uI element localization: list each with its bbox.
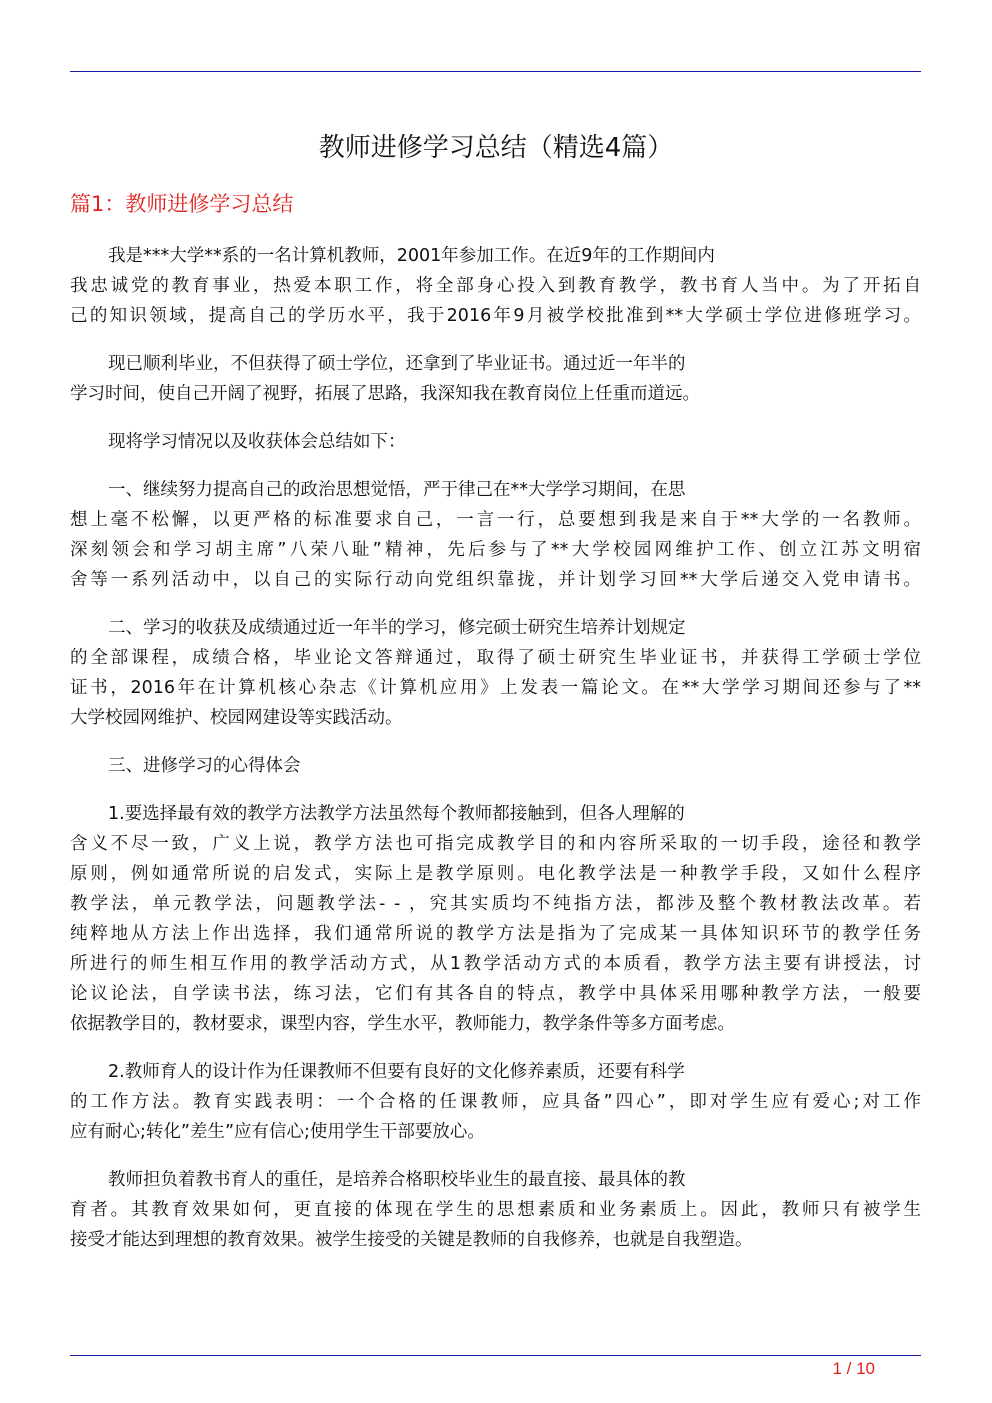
paragraph-line: 想上毫不松懈，以更严格的标准要求自己，一言一行，总要想到我是来自于**大学的一名教师。 bbox=[70, 510, 921, 530]
paragraph-line: 教学法，单元教学法，问题教学法- - ，究其实质均不纯指方法，都涉及整个教材教法改革。若 bbox=[70, 894, 921, 914]
paragraph-line: 所进行的师生相互作用的教学活动方式，从1教学活动方式的本质看，教学方法主要有讲授法，讨 bbox=[70, 954, 921, 974]
footer-rule bbox=[70, 1355, 921, 1356]
paragraph-line: 2.教师育人的设计作为任课教师不但要有良好的文化修养素质，还要有科学 bbox=[108, 1062, 685, 1082]
paragraph-line: 依据教学目的，教材要求，课型内容，学生水平，教师能力，教学条件等多方面考虑。 bbox=[70, 1014, 735, 1034]
paragraph bbox=[70, 1165, 921, 1255]
paragraph-line: 一、继续努力提高自己的政治思想觉悟，严于律己在**大学学习期间，在思 bbox=[108, 480, 686, 500]
paragraph-line: 三、进修学习的心得体会 bbox=[108, 756, 301, 776]
paragraph-line: 纯粹地从方法上作出选择，我们通常所说的教学方法是指为了完成某一具体知识环节的教学任务 bbox=[70, 924, 921, 944]
paragraph bbox=[70, 349, 921, 409]
paragraph-line: 育者。其教育效果如何，更直接的体现在学生的思想素质和业务素质上。因此，教师只有被学生 bbox=[70, 1200, 921, 1220]
paragraph-line: 我是***大学**系的一名计算机教师，2001年参加工作。在近9年的工作期间内 bbox=[108, 246, 715, 266]
paragraph-line: 二、学习的收获及成绩通过近一年半的学习，修完硕士研究生培养计划规定 bbox=[108, 618, 686, 638]
paragraph-line: 深刻领会和学习胡主席”八荣八耻”精神，先后参与了**大学校园网维护工作、创立江苏文明宿 bbox=[70, 540, 921, 560]
paragraph bbox=[70, 427, 921, 457]
paragraph bbox=[70, 799, 921, 1039]
paragraph-line: 现已顺利毕业，不但获得了硕士学位，还拿到了毕业证书。通过近一年半的 bbox=[108, 354, 686, 374]
paragraph bbox=[70, 241, 921, 331]
paragraph bbox=[70, 613, 921, 733]
section-heading: 篇1：教师进修学习总结 bbox=[70, 192, 294, 216]
document-body bbox=[70, 241, 921, 1273]
paragraph-line: 舍等一系列活动中，以自己的实际行动向党组织靠拢，并计划学习回**大学后递交入党申请书。 bbox=[70, 570, 921, 590]
paragraph-line: 现将学习情况以及收获体会总结如下： bbox=[108, 432, 406, 452]
paragraph-line: 接受才能达到理想的教育效果。被学生接受的关键是教师的自我修养，也就是自我塑造。 bbox=[70, 1230, 753, 1250]
paragraph bbox=[70, 475, 921, 595]
paragraph bbox=[70, 1057, 921, 1147]
paragraph-line: 学习时间，使自己开阔了视野，拓展了思路，我深知我在教育岗位上任重而道远。 bbox=[70, 384, 700, 404]
document-title: 教师进修学习总结（精选4篇） bbox=[318, 133, 674, 163]
header-rule bbox=[70, 71, 921, 72]
paragraph-line: 论议论法，自学读书法，练习法，它们有其各自的特点，教学中具体采用哪种教学方法，一般要 bbox=[70, 984, 921, 1004]
paragraph-line: 的全部课程，成绩合格，毕业论文答辩通过，取得了硕士研究生毕业证书，并获得工学硕士学位 bbox=[70, 648, 921, 668]
paragraph-line: 教师担负着教书育人的重任，是培养合格职校毕业生的最直接、最具体的教 bbox=[108, 1170, 686, 1190]
paragraph-line: 应有耐心;转化”差生”应有信心;使用学生干部要放心。 bbox=[70, 1122, 485, 1142]
page-number: 1 / 10 bbox=[832, 1359, 875, 1378]
paragraph-line: 原则，例如通常所说的启发式，实际上是教学原则。电化教学法是一种教学手段，又如什么程序 bbox=[70, 864, 921, 884]
paragraph-line: 我忠诚党的教育事业，热爱本职工作，将全部身心投入到教育教学，教书育人当中。为了开拓自 bbox=[70, 276, 921, 296]
paragraph-line: 的工作方法。教育实践表明：一个合格的任课教师，应具备”四心”，即对学生应有爱心;对工作 bbox=[70, 1092, 921, 1112]
paragraph bbox=[70, 751, 921, 781]
paragraph-line: 己的知识领域，提高自己的学历水平，我于2016年9月被学校批准到**大学硕士学位进修班学习。 bbox=[70, 306, 921, 326]
paragraph-line: 证书，2016年在计算机核心杂志《计算机应用》上发表一篇论文。在**大学学习期间还参与了** bbox=[70, 678, 921, 698]
paragraph-line: 1.要选择最有效的教学方法教学方法虽然每个教师都接触到，但各人理解的 bbox=[108, 804, 685, 824]
paragraph-line: 含义不尽一致，广义上说，教学方法也可指完成教学目的和内容所采取的一切手段，途径和教学 bbox=[70, 834, 921, 854]
paragraph-line: 大学校园网维护、校园网建设等实践活动。 bbox=[70, 708, 403, 728]
